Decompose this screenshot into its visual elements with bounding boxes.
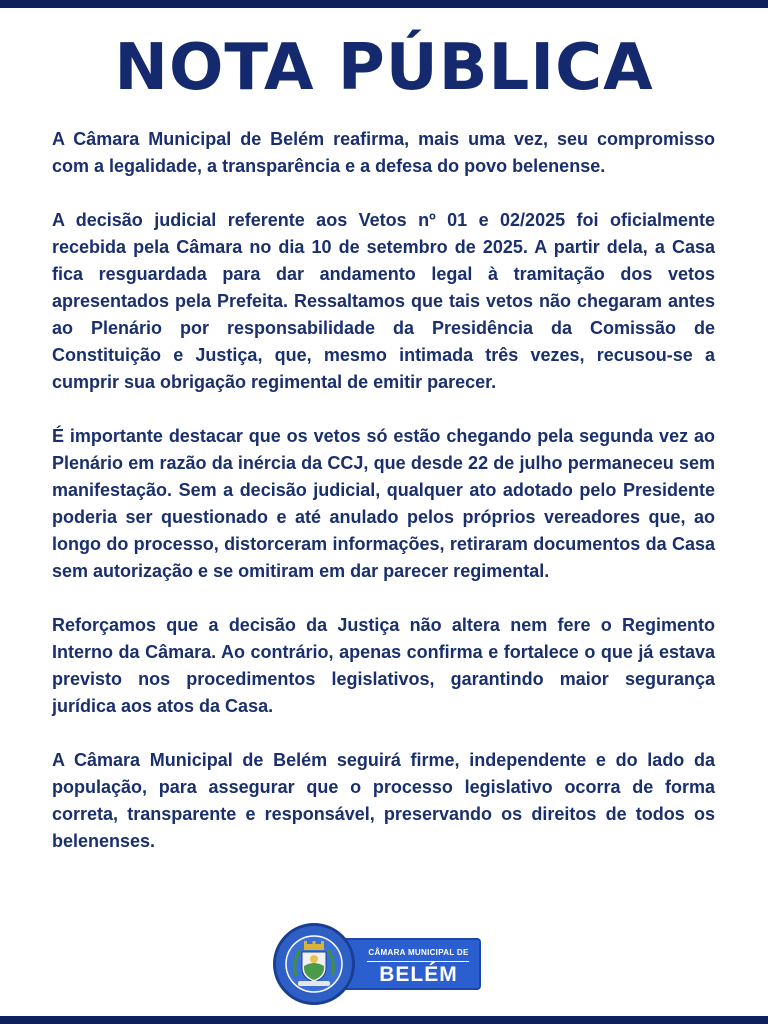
paragraph-2: A decisão judicial referente aos Vetos nº 01 e 02/2025 foi oficialmente recebida pela Câmara no dia 10 de setembro de 2025. A partir dela, a Casa fica resguardada para dar andamento legal à tramitação dos vetos apresentados pela Prefeita. Ressaltamos que tais vetos não chegaram antes ao Plenário por responsabilidade da Presidência da Comissão de Constituição e Justiça, que, mesmo intimada três vezes, recusou-se a cumprir sua obrigação regimental de emitir parecer. bbox=[52, 210, 715, 392]
logo-top-text: CÂMARA MUNICIPAL DE bbox=[368, 948, 469, 957]
top-border-bar bbox=[0, 0, 768, 8]
paragraph-3: É importante destacar que os vetos só estão chegando pela segunda vez ao Plenário em razão da inércia da CCJ, que desde 22 de julho permaneceu sem manifestação. Sem a decisão judicial, qualquer ato adotado pelo Presidente poderia ser questionado e até anulado pelos próprios vereadores que, ao longo do processo, distorceram informações, retiraram documentos da Casa sem autorização e se omitiram em dar parecer regimental. bbox=[52, 426, 715, 581]
page-title: NOTA PÚBLICA bbox=[114, 31, 654, 105]
paragraph-4: Reforçamos que a decisão da Justiça não altera nem fere o Regimento Interno da Câmara. Ao contrário, apenas confirma e fortalece o que já estava previsto nos procedimentos legislativos, garantindo maior segurança jurídica aos atos da Casa. bbox=[52, 615, 715, 716]
note-body bbox=[52, 126, 715, 882]
bottom-border-bar bbox=[0, 1016, 768, 1024]
logo-divider bbox=[367, 961, 469, 962]
logo-main-text: BELÉM bbox=[379, 963, 458, 986]
paragraph-1: A Câmara Municipal de Belém reafirma, mais uma vez, seu compromisso com a legalidade, a transparência e a defesa do povo belenense. bbox=[52, 129, 715, 176]
coat-of-arms-icon bbox=[273, 923, 355, 1005]
chamber-logo bbox=[273, 922, 485, 1006]
paragraph-5: A Câmara Municipal de Belém seguirá firme, independente e do lado da população, para assegurar que o processo legislativo ocorra de forma correta, transparente e responsável, preservando os direitos de todos os belenenses. bbox=[52, 750, 715, 851]
